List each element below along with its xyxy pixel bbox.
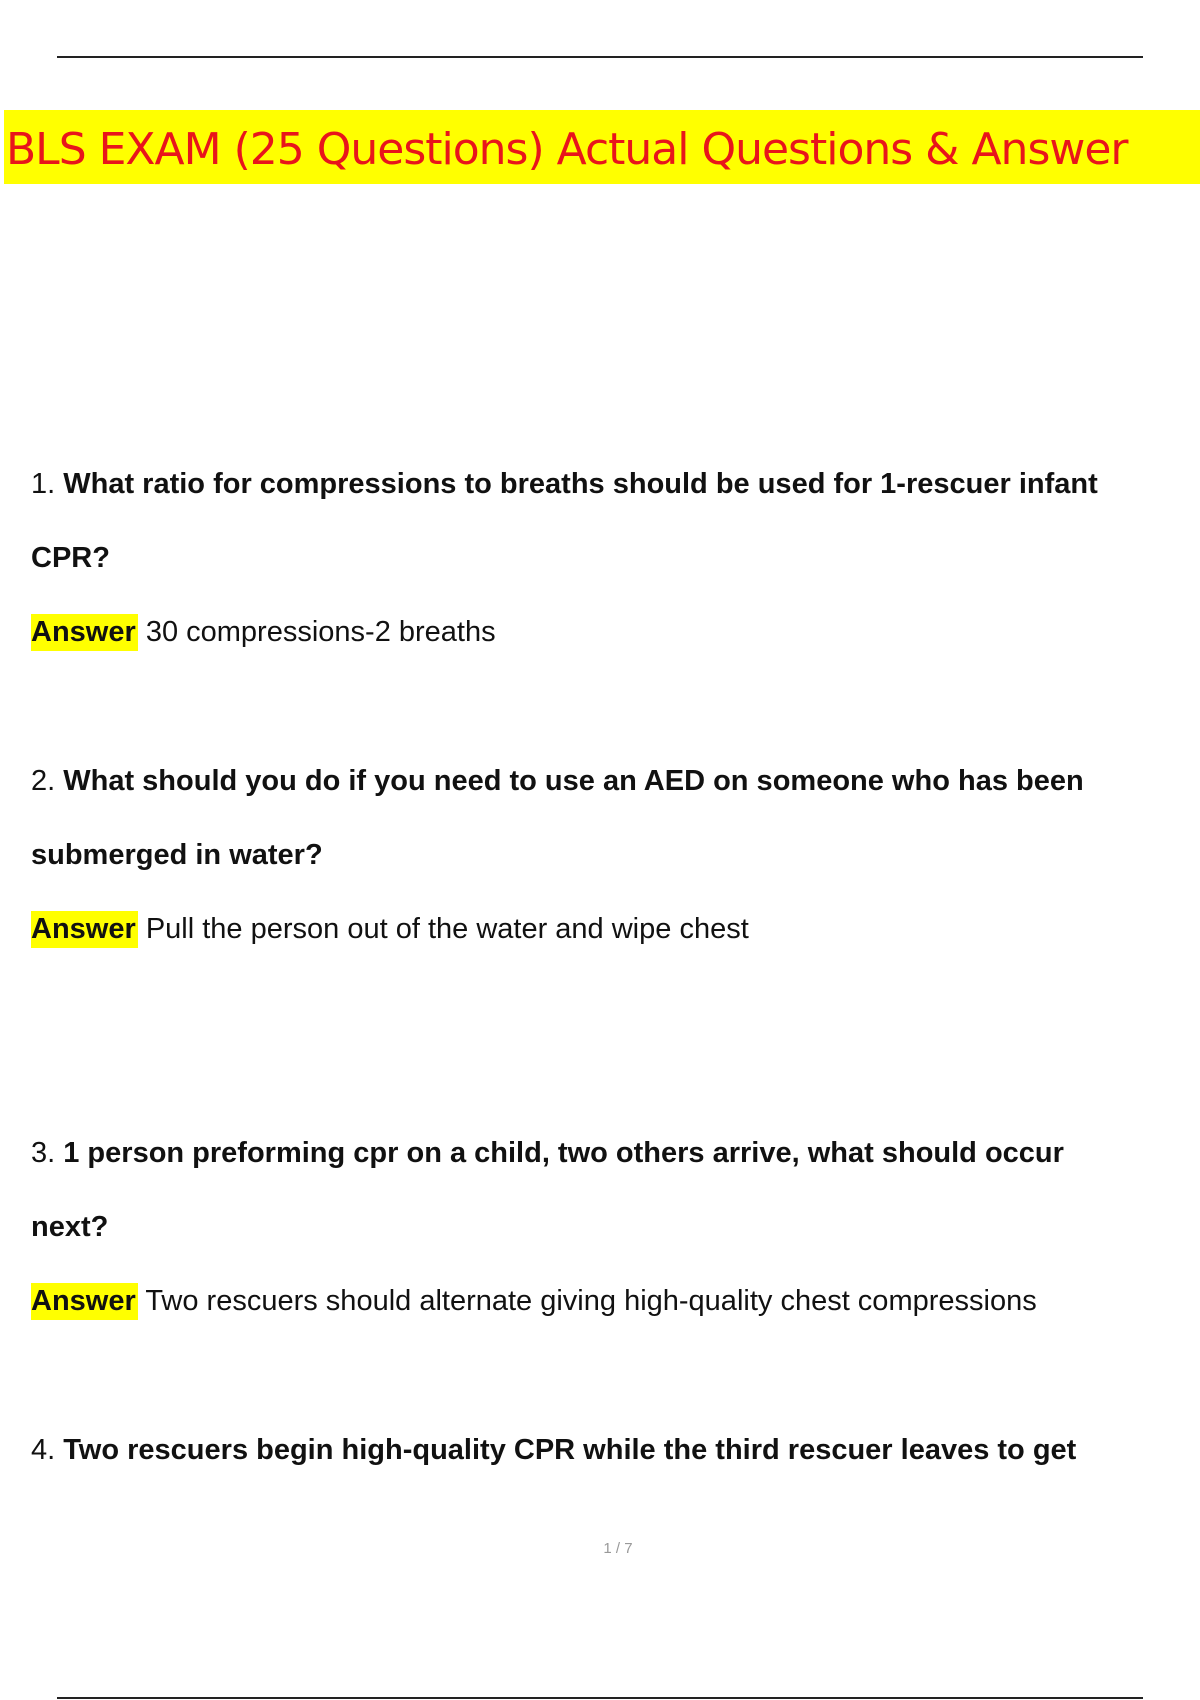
answer-line bbox=[31, 1287, 1037, 1316]
question-line bbox=[31, 470, 1098, 499]
answer-line bbox=[31, 618, 496, 647]
question-number: 4. bbox=[31, 1434, 56, 1466]
answer-text: Two rescuers should alternate giving high-quality chest compressions bbox=[145, 1285, 1037, 1317]
question-line bbox=[31, 1436, 1076, 1465]
question-number: 1. bbox=[31, 468, 56, 500]
page-number: 1 / 7 bbox=[603, 1540, 633, 1557]
question-line bbox=[31, 1139, 1064, 1168]
answer-label: Answer bbox=[31, 1283, 138, 1320]
document-title: BLS EXAM (25 Questions) Actual Questions & Answer bbox=[6, 124, 1128, 175]
question-text: What ratio for compressions to breaths should be used for 1-rescuer infant bbox=[63, 468, 1098, 500]
answer-text: Pull the person out of the water and wipe chest bbox=[145, 913, 749, 945]
question-text: Two rescuers begin high-quality CPR while the third rescuer leaves to get bbox=[63, 1434, 1077, 1466]
header-rule bbox=[57, 56, 1143, 58]
question-line bbox=[31, 767, 1084, 796]
question-number: 2. bbox=[31, 765, 56, 797]
answer-line bbox=[31, 915, 749, 944]
answer-label: Answer bbox=[31, 911, 138, 948]
question-text-continued: CPR? bbox=[31, 542, 110, 574]
footer-rule bbox=[57, 1697, 1143, 1699]
question-line bbox=[31, 1213, 108, 1242]
question-text-continued: submerged in water? bbox=[31, 839, 323, 871]
answer-text: 30 compressions-2 breaths bbox=[145, 616, 496, 648]
question-text: What should you do if you need to use an AED on someone who has been bbox=[63, 765, 1084, 797]
question-line bbox=[31, 841, 323, 870]
question-text-continued: next? bbox=[31, 1211, 109, 1243]
answer-label: Answer bbox=[31, 614, 138, 651]
question-text: 1 person preforming cpr on a child, two others arrive, what should occur bbox=[63, 1137, 1064, 1169]
question-line bbox=[31, 544, 110, 573]
title-banner bbox=[4, 110, 1200, 184]
question-number: 3. bbox=[31, 1137, 56, 1169]
